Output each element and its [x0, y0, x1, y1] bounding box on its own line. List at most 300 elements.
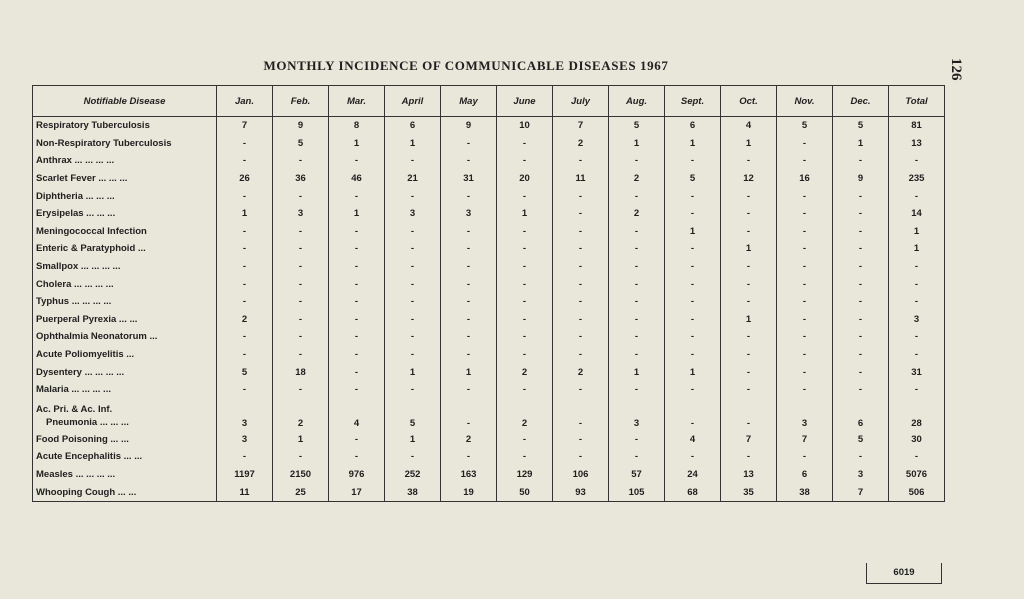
column-header-apr: April [385, 86, 441, 117]
month-value: - [497, 311, 553, 329]
month-value: 2 [553, 363, 609, 381]
month-value: - [609, 275, 665, 293]
table-row [33, 152, 945, 170]
month-value: 1 [385, 135, 441, 153]
month-value: - [777, 152, 833, 170]
month-value: - [385, 328, 441, 346]
table-row [33, 363, 945, 381]
month-value: - [833, 311, 889, 329]
month-value: - [385, 152, 441, 170]
month-value: - [777, 293, 833, 311]
month-value: - [497, 223, 553, 241]
disease-name: Erysipelas ... ... ... [33, 205, 217, 223]
month-value: 5 [665, 170, 721, 188]
table-row [33, 431, 945, 449]
month-value: - [217, 381, 273, 399]
month-value: 7 [777, 431, 833, 449]
month-value: - [721, 293, 777, 311]
month-value: 129 [497, 466, 553, 484]
month-value: 68 [665, 483, 721, 501]
month-value: 50 [497, 483, 553, 501]
month-value: 38 [777, 483, 833, 501]
month-value: - [385, 346, 441, 364]
month-value: 12 [721, 170, 777, 188]
month-value: 105 [609, 483, 665, 501]
month-value: - [329, 152, 385, 170]
month-value: - [609, 223, 665, 241]
month-value: 18 [273, 363, 329, 381]
month-value: - [609, 346, 665, 364]
month-value: - [497, 135, 553, 153]
month-value: - [609, 152, 665, 170]
row-total: - [889, 381, 945, 399]
month-value: - [217, 346, 273, 364]
month-value: 106 [553, 466, 609, 484]
table-row [33, 346, 945, 364]
row-total: 235 [889, 170, 945, 188]
month-value: 9 [273, 117, 329, 135]
month-value: 1 [441, 363, 497, 381]
month-value: - [777, 448, 833, 466]
month-value: - [553, 187, 609, 205]
month-value: - [777, 311, 833, 329]
column-header-total: Total [889, 86, 945, 117]
month-value: - [665, 448, 721, 466]
disease-name: Measles ... ... ... ... [33, 466, 217, 484]
month-value: 2 [609, 170, 665, 188]
month-value: 9 [441, 117, 497, 135]
column-header-jan: Jan. [217, 86, 273, 117]
month-value: - [497, 258, 553, 276]
month-value: - [497, 448, 553, 466]
month-value: - [441, 293, 497, 311]
month-value: - [441, 152, 497, 170]
month-value: - [609, 187, 665, 205]
table-row [33, 205, 945, 223]
month-value: 20 [497, 170, 553, 188]
month-value: 13 [721, 466, 777, 484]
disease-name-line: Ac. Pri. & Ac. Inf. [36, 403, 113, 415]
column-header-mar: Mar. [329, 86, 385, 117]
month-value: - [833, 448, 889, 466]
month-value: 976 [329, 466, 385, 484]
month-value: 2 [553, 135, 609, 153]
month-value: - [721, 152, 777, 170]
month-value: 2150 [273, 466, 329, 484]
row-total: 506 [889, 483, 945, 501]
month-value: - [609, 311, 665, 329]
month-value: - [553, 448, 609, 466]
month-value: - [777, 381, 833, 399]
month-value: 5 [833, 431, 889, 449]
table-row [33, 275, 945, 293]
month-value: - [217, 293, 273, 311]
month-value: - [721, 205, 777, 223]
table-row [33, 466, 945, 484]
month-value: - [721, 381, 777, 399]
month-value: - [441, 328, 497, 346]
month-value: 1 [329, 135, 385, 153]
disease-name: Acute Encephalitis ... ... [33, 448, 217, 466]
column-header-nov: Nov. [777, 86, 833, 117]
row-total: 3 [889, 311, 945, 329]
month-value: 1 [609, 135, 665, 153]
month-value: 252 [385, 466, 441, 484]
month-value: - [329, 381, 385, 399]
month-value: - [329, 448, 385, 466]
disease-name: Acute Poliomyelitis ... [33, 346, 217, 364]
month-value: - [385, 223, 441, 241]
column-header-sep: Sept. [665, 86, 721, 117]
month-value: - [273, 328, 329, 346]
table-row [33, 135, 945, 153]
disease-name: Anthrax ... ... ... ... [33, 152, 217, 170]
month-value: - [609, 448, 665, 466]
month-value: 5 [217, 363, 273, 381]
month-value: - [273, 381, 329, 399]
row-total: 28 [889, 399, 945, 431]
month-value: 2 [217, 311, 273, 329]
month-value: - [721, 258, 777, 276]
month-value: - [553, 223, 609, 241]
month-value: - [665, 240, 721, 258]
month-value: - [329, 346, 385, 364]
month-value: 25 [273, 483, 329, 501]
table-row [33, 293, 945, 311]
month-value: 1 [329, 205, 385, 223]
disease-name: Whooping Cough ... ... [33, 483, 217, 501]
month-value: - [777, 328, 833, 346]
month-value: - [553, 311, 609, 329]
month-value: - [609, 293, 665, 311]
month-value: - [609, 431, 665, 449]
disease-name: Cholera ... ... ... ... [33, 275, 217, 293]
month-value: 46 [329, 170, 385, 188]
month-value: - [553, 381, 609, 399]
month-value: - [833, 293, 889, 311]
row-total: 81 [889, 117, 945, 135]
month-value: 1 [721, 311, 777, 329]
disease-name: Dysentery ... ... ... ... [33, 363, 217, 381]
disease-name [33, 399, 217, 431]
month-value: - [553, 293, 609, 311]
month-value: - [273, 293, 329, 311]
month-value: - [217, 240, 273, 258]
month-value: - [553, 205, 609, 223]
month-value: - [273, 223, 329, 241]
table-row [33, 187, 945, 205]
row-total: - [889, 293, 945, 311]
month-value: - [273, 187, 329, 205]
month-value: - [609, 258, 665, 276]
disease-name: Smallpox ... ... ... ... [33, 258, 217, 276]
month-value: - [721, 328, 777, 346]
month-value: 19 [441, 483, 497, 501]
month-value: - [217, 223, 273, 241]
month-value: - [273, 346, 329, 364]
month-value: - [721, 363, 777, 381]
month-value: - [833, 205, 889, 223]
month-value: - [217, 275, 273, 293]
month-value: - [385, 187, 441, 205]
month-value: - [329, 431, 385, 449]
month-value: - [777, 135, 833, 153]
month-value: 5 [385, 399, 441, 431]
month-value: - [217, 328, 273, 346]
month-value: - [833, 240, 889, 258]
month-value: - [665, 381, 721, 399]
month-value: 1 [385, 431, 441, 449]
grand-total: 6019 [866, 563, 942, 584]
table-row [33, 223, 945, 241]
month-value: - [217, 448, 273, 466]
month-value: - [553, 275, 609, 293]
month-value: 3 [441, 205, 497, 223]
month-value: - [329, 328, 385, 346]
month-value: - [273, 240, 329, 258]
month-value: 17 [329, 483, 385, 501]
month-value: 9 [833, 170, 889, 188]
month-value: - [441, 381, 497, 399]
month-value: - [497, 187, 553, 205]
month-value: - [273, 152, 329, 170]
disease-name: Ophthalmia Neonatorum ... [33, 328, 217, 346]
month-value: 6 [665, 117, 721, 135]
month-value: - [273, 258, 329, 276]
table-row [33, 258, 945, 276]
month-value: 5 [777, 117, 833, 135]
table-row [33, 117, 945, 135]
month-value: - [441, 275, 497, 293]
table-row [33, 328, 945, 346]
month-value: 10 [497, 117, 553, 135]
month-value: - [833, 152, 889, 170]
month-value: 3 [833, 466, 889, 484]
month-value: - [665, 346, 721, 364]
month-value: 93 [553, 483, 609, 501]
month-value: - [217, 135, 273, 153]
month-value: - [441, 258, 497, 276]
month-value: - [497, 152, 553, 170]
month-value: - [833, 223, 889, 241]
month-value: 3 [217, 431, 273, 449]
month-value: 2 [441, 431, 497, 449]
month-value: 35 [721, 483, 777, 501]
header-row [33, 86, 945, 117]
month-value: 4 [329, 399, 385, 431]
month-value: - [217, 258, 273, 276]
table-row [33, 170, 945, 188]
month-value: - [441, 240, 497, 258]
month-value: 1 [665, 223, 721, 241]
month-value: - [833, 275, 889, 293]
month-value: - [665, 293, 721, 311]
month-value: - [721, 346, 777, 364]
row-total: 1 [889, 223, 945, 241]
row-total: - [889, 187, 945, 205]
month-value: - [833, 346, 889, 364]
month-value: 7 [721, 431, 777, 449]
month-value: 11 [553, 170, 609, 188]
month-value: - [385, 275, 441, 293]
month-value: 24 [665, 466, 721, 484]
month-value: - [777, 205, 833, 223]
month-value: 1 [217, 205, 273, 223]
month-value: - [833, 363, 889, 381]
column-header-dec: Dec. [833, 86, 889, 117]
month-value: 3 [385, 205, 441, 223]
month-value: - [329, 363, 385, 381]
month-value: - [273, 448, 329, 466]
month-value: 1 [385, 363, 441, 381]
month-value: 2 [273, 399, 329, 431]
month-value: 4 [665, 431, 721, 449]
month-value: 6 [777, 466, 833, 484]
row-total: - [889, 258, 945, 276]
month-value: 8 [329, 117, 385, 135]
month-value: - [329, 293, 385, 311]
row-total: - [889, 328, 945, 346]
month-value: 2 [497, 363, 553, 381]
month-value: - [273, 275, 329, 293]
month-value: 3 [609, 399, 665, 431]
month-value: 1 [273, 431, 329, 449]
disease-name: Non-Respiratory Tuberculosis [33, 135, 217, 153]
table-row [33, 483, 945, 501]
month-value: - [217, 187, 273, 205]
month-value: - [497, 431, 553, 449]
month-value: - [497, 381, 553, 399]
month-value: 16 [777, 170, 833, 188]
month-value: - [497, 275, 553, 293]
disease-name: Typhus ... ... ... ... [33, 293, 217, 311]
month-value: - [217, 152, 273, 170]
month-value: - [665, 275, 721, 293]
disease-name: Respiratory Tuberculosis [33, 117, 217, 135]
disease-name: Puerperal Pyrexia ... ... [33, 311, 217, 329]
month-value: 3 [217, 399, 273, 431]
month-value: 1197 [217, 466, 273, 484]
row-total: 14 [889, 205, 945, 223]
month-value: - [721, 448, 777, 466]
month-value: 57 [609, 466, 665, 484]
month-value: 1 [665, 363, 721, 381]
month-value: 6 [833, 399, 889, 431]
row-total: - [889, 152, 945, 170]
month-value: - [329, 240, 385, 258]
month-value: - [329, 311, 385, 329]
disease-name-line: Pneumonia ... ... ... [46, 416, 129, 428]
month-value: - [273, 311, 329, 329]
column-header-oct: Oct. [721, 86, 777, 117]
table-title: MONTHLY INCIDENCE OF COMMUNICABLE DISEASES 1967 [263, 58, 669, 73]
month-value: 2 [497, 399, 553, 431]
month-value: - [665, 205, 721, 223]
month-value: 5 [609, 117, 665, 135]
month-value: - [441, 311, 497, 329]
month-value: - [777, 187, 833, 205]
month-value: 3 [777, 399, 833, 431]
month-value: - [665, 328, 721, 346]
column-header-jul: July [553, 86, 609, 117]
month-value: - [497, 328, 553, 346]
month-value: - [721, 223, 777, 241]
row-total: 30 [889, 431, 945, 449]
month-value: - [385, 448, 441, 466]
month-value: - [609, 381, 665, 399]
month-value: - [777, 275, 833, 293]
month-value: - [497, 346, 553, 364]
month-value: - [665, 311, 721, 329]
incidence-table [32, 85, 945, 502]
month-value: - [609, 328, 665, 346]
month-value: - [441, 399, 497, 431]
disease-name: Food Poisoning ... ... [33, 431, 217, 449]
month-value: 1 [609, 363, 665, 381]
column-header-may: May [441, 86, 497, 117]
month-value: - [497, 240, 553, 258]
month-value: - [441, 223, 497, 241]
page-number: 126 [948, 58, 964, 81]
month-value: - [553, 152, 609, 170]
month-value: - [441, 346, 497, 364]
month-value: - [665, 258, 721, 276]
month-value: 11 [217, 483, 273, 501]
month-value: - [553, 240, 609, 258]
disease-name: Scarlet Fever ... ... ... [33, 170, 217, 188]
column-header-jun: June [497, 86, 553, 117]
month-value: 36 [273, 170, 329, 188]
month-value: - [609, 240, 665, 258]
month-value: - [665, 152, 721, 170]
month-value: 1 [665, 135, 721, 153]
month-value: - [721, 187, 777, 205]
month-value: - [385, 293, 441, 311]
month-value: 2 [609, 205, 665, 223]
disease-name: Enteric & Paratyphoid ... [33, 240, 217, 258]
month-value: - [833, 187, 889, 205]
disease-name: Meningococcal Infection [33, 223, 217, 241]
row-total: - [889, 275, 945, 293]
disease-name: Diphtheria ... ... ... [33, 187, 217, 205]
month-value: - [553, 328, 609, 346]
table-row [33, 381, 945, 399]
month-value: - [385, 240, 441, 258]
month-value: 26 [217, 170, 273, 188]
month-value: - [777, 223, 833, 241]
month-value: - [329, 275, 385, 293]
month-value: 31 [441, 170, 497, 188]
month-value: - [665, 399, 721, 431]
row-total: - [889, 448, 945, 466]
month-value: 1 [721, 135, 777, 153]
row-total: 1 [889, 240, 945, 258]
month-value: - [833, 328, 889, 346]
month-value: 1 [497, 205, 553, 223]
month-value: - [329, 187, 385, 205]
month-value: - [721, 399, 777, 431]
column-header-disease: Notifiable Disease [33, 86, 217, 117]
month-value: - [441, 187, 497, 205]
month-value: 21 [385, 170, 441, 188]
month-value: 6 [385, 117, 441, 135]
row-total: - [889, 346, 945, 364]
month-value: - [329, 258, 385, 276]
month-value: 1 [721, 240, 777, 258]
month-value: - [553, 258, 609, 276]
month-value: 5 [273, 135, 329, 153]
month-value: - [553, 399, 609, 431]
